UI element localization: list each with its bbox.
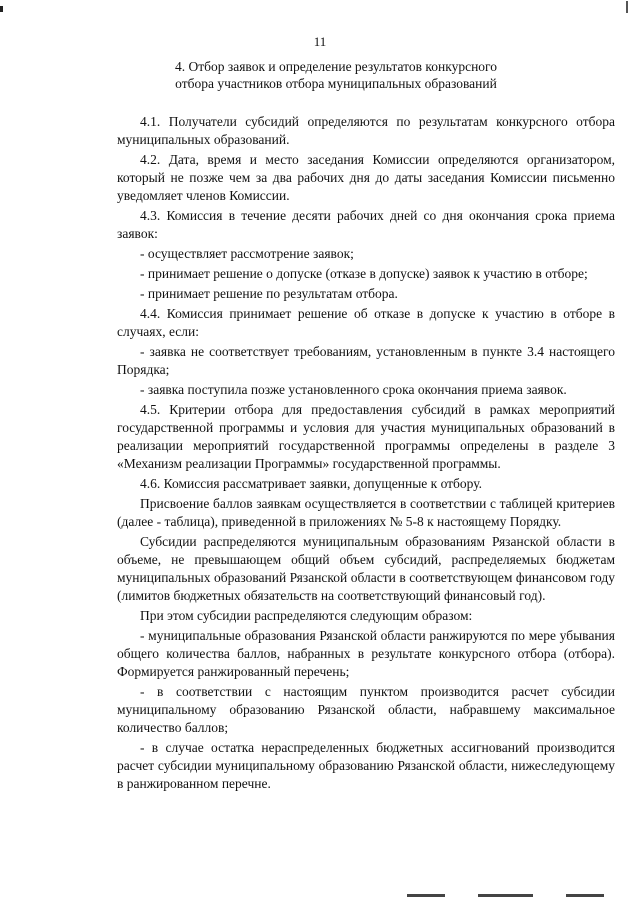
paragraph: 4.4. Комиссия принимает решение об отказе в допуске к участию в отборе в случаях, если: xyxy=(117,306,615,339)
scan-smudge xyxy=(566,894,604,897)
list-item: - заявка не соответствует требованиям, установленным в пункте 3.4 настоящего Порядка; xyxy=(117,344,615,377)
list-item: - заявка поступила позже установленного срока окончания приема заявок. xyxy=(140,382,567,397)
scan-smudge xyxy=(478,894,533,897)
document-body xyxy=(117,113,615,795)
scan-smudge xyxy=(407,894,445,897)
list-item: - осуществляет рассмотрение заявок; xyxy=(140,246,354,261)
paragraph: 4.3. Комиссия в течение десяти рабочих дней со дня окончания срока приема заявок: xyxy=(117,208,615,241)
paragraph: 4.1. Получатели субсидий определяются по результатам конкурсного отбора муниципальных образований. xyxy=(117,114,615,147)
list-item: - принимает решение о допуске (отказе в допуске) заявок к участию в отборе; xyxy=(140,266,588,281)
paragraph: 4.5. Критерии отбора для предоставления субсидий в рамках мероприятий государственной программы и условия для участия муниципальных образований в реализации мероприятий государственной программы определены в разделе 3 «Механизм реализации Программы» государственной программы. xyxy=(117,402,615,471)
list-item: - в соответствии с настоящим пунктом производится расчет субсидии муниципальному образованию Рязанской области, набравшему максимальное количество баллов; xyxy=(117,684,615,735)
list-item: - принимает решение по результатам отбора. xyxy=(140,286,398,301)
paragraph: 4.6. Комиссия рассматривает заявки, допущенные к отбору. xyxy=(140,476,483,491)
section-heading xyxy=(120,58,552,92)
paragraph: Присвоение баллов заявкам осуществляется в соответствии с таблицей критериев (далее - таблица), приведенной в приложениях № 5-8 к настоящему Порядку. xyxy=(117,496,615,529)
scan-edge-mark-left xyxy=(0,6,3,12)
heading-line: отбора участников отбора муниципальных образований xyxy=(175,76,497,91)
list-item: - в случае остатка нераспределенных бюджетных ассигнований производится расчет субсидии муниципальному образованию Рязанской области, нижеследующему в ранжированном перечне. xyxy=(117,740,615,791)
heading-line: 4. Отбор заявок и определение результатов конкурсного xyxy=(175,59,497,74)
page-number: 11 xyxy=(313,34,327,49)
paragraph: Субсидии распределяются муниципальным образованиям Рязанской области в объеме, не превышающем общий объем субсидий, распределяемых бюджетам муниципальных образований Рязанской области в соответствующем финансовом году (лимитов бюджетных обязательств на соответствующий финансовый год). xyxy=(117,534,615,603)
paragraph: При этом субсидии распределяются следующим образом: xyxy=(140,608,473,623)
list-item: - муниципальные образования Рязанской области ранжируются по мере убывания общего количества баллов, набранных в результате конкурсного отбора (отбора). Формируется ранжированный перечень; xyxy=(117,628,615,679)
scan-edge-mark-right xyxy=(626,1,628,13)
paragraph: 4.2. Дата, время и место заседания Комиссии определяются организатором, который не позже чем за два рабочих дня до даты заседания Комиссии письменно уведомляет членов Комиссии. xyxy=(117,152,615,203)
